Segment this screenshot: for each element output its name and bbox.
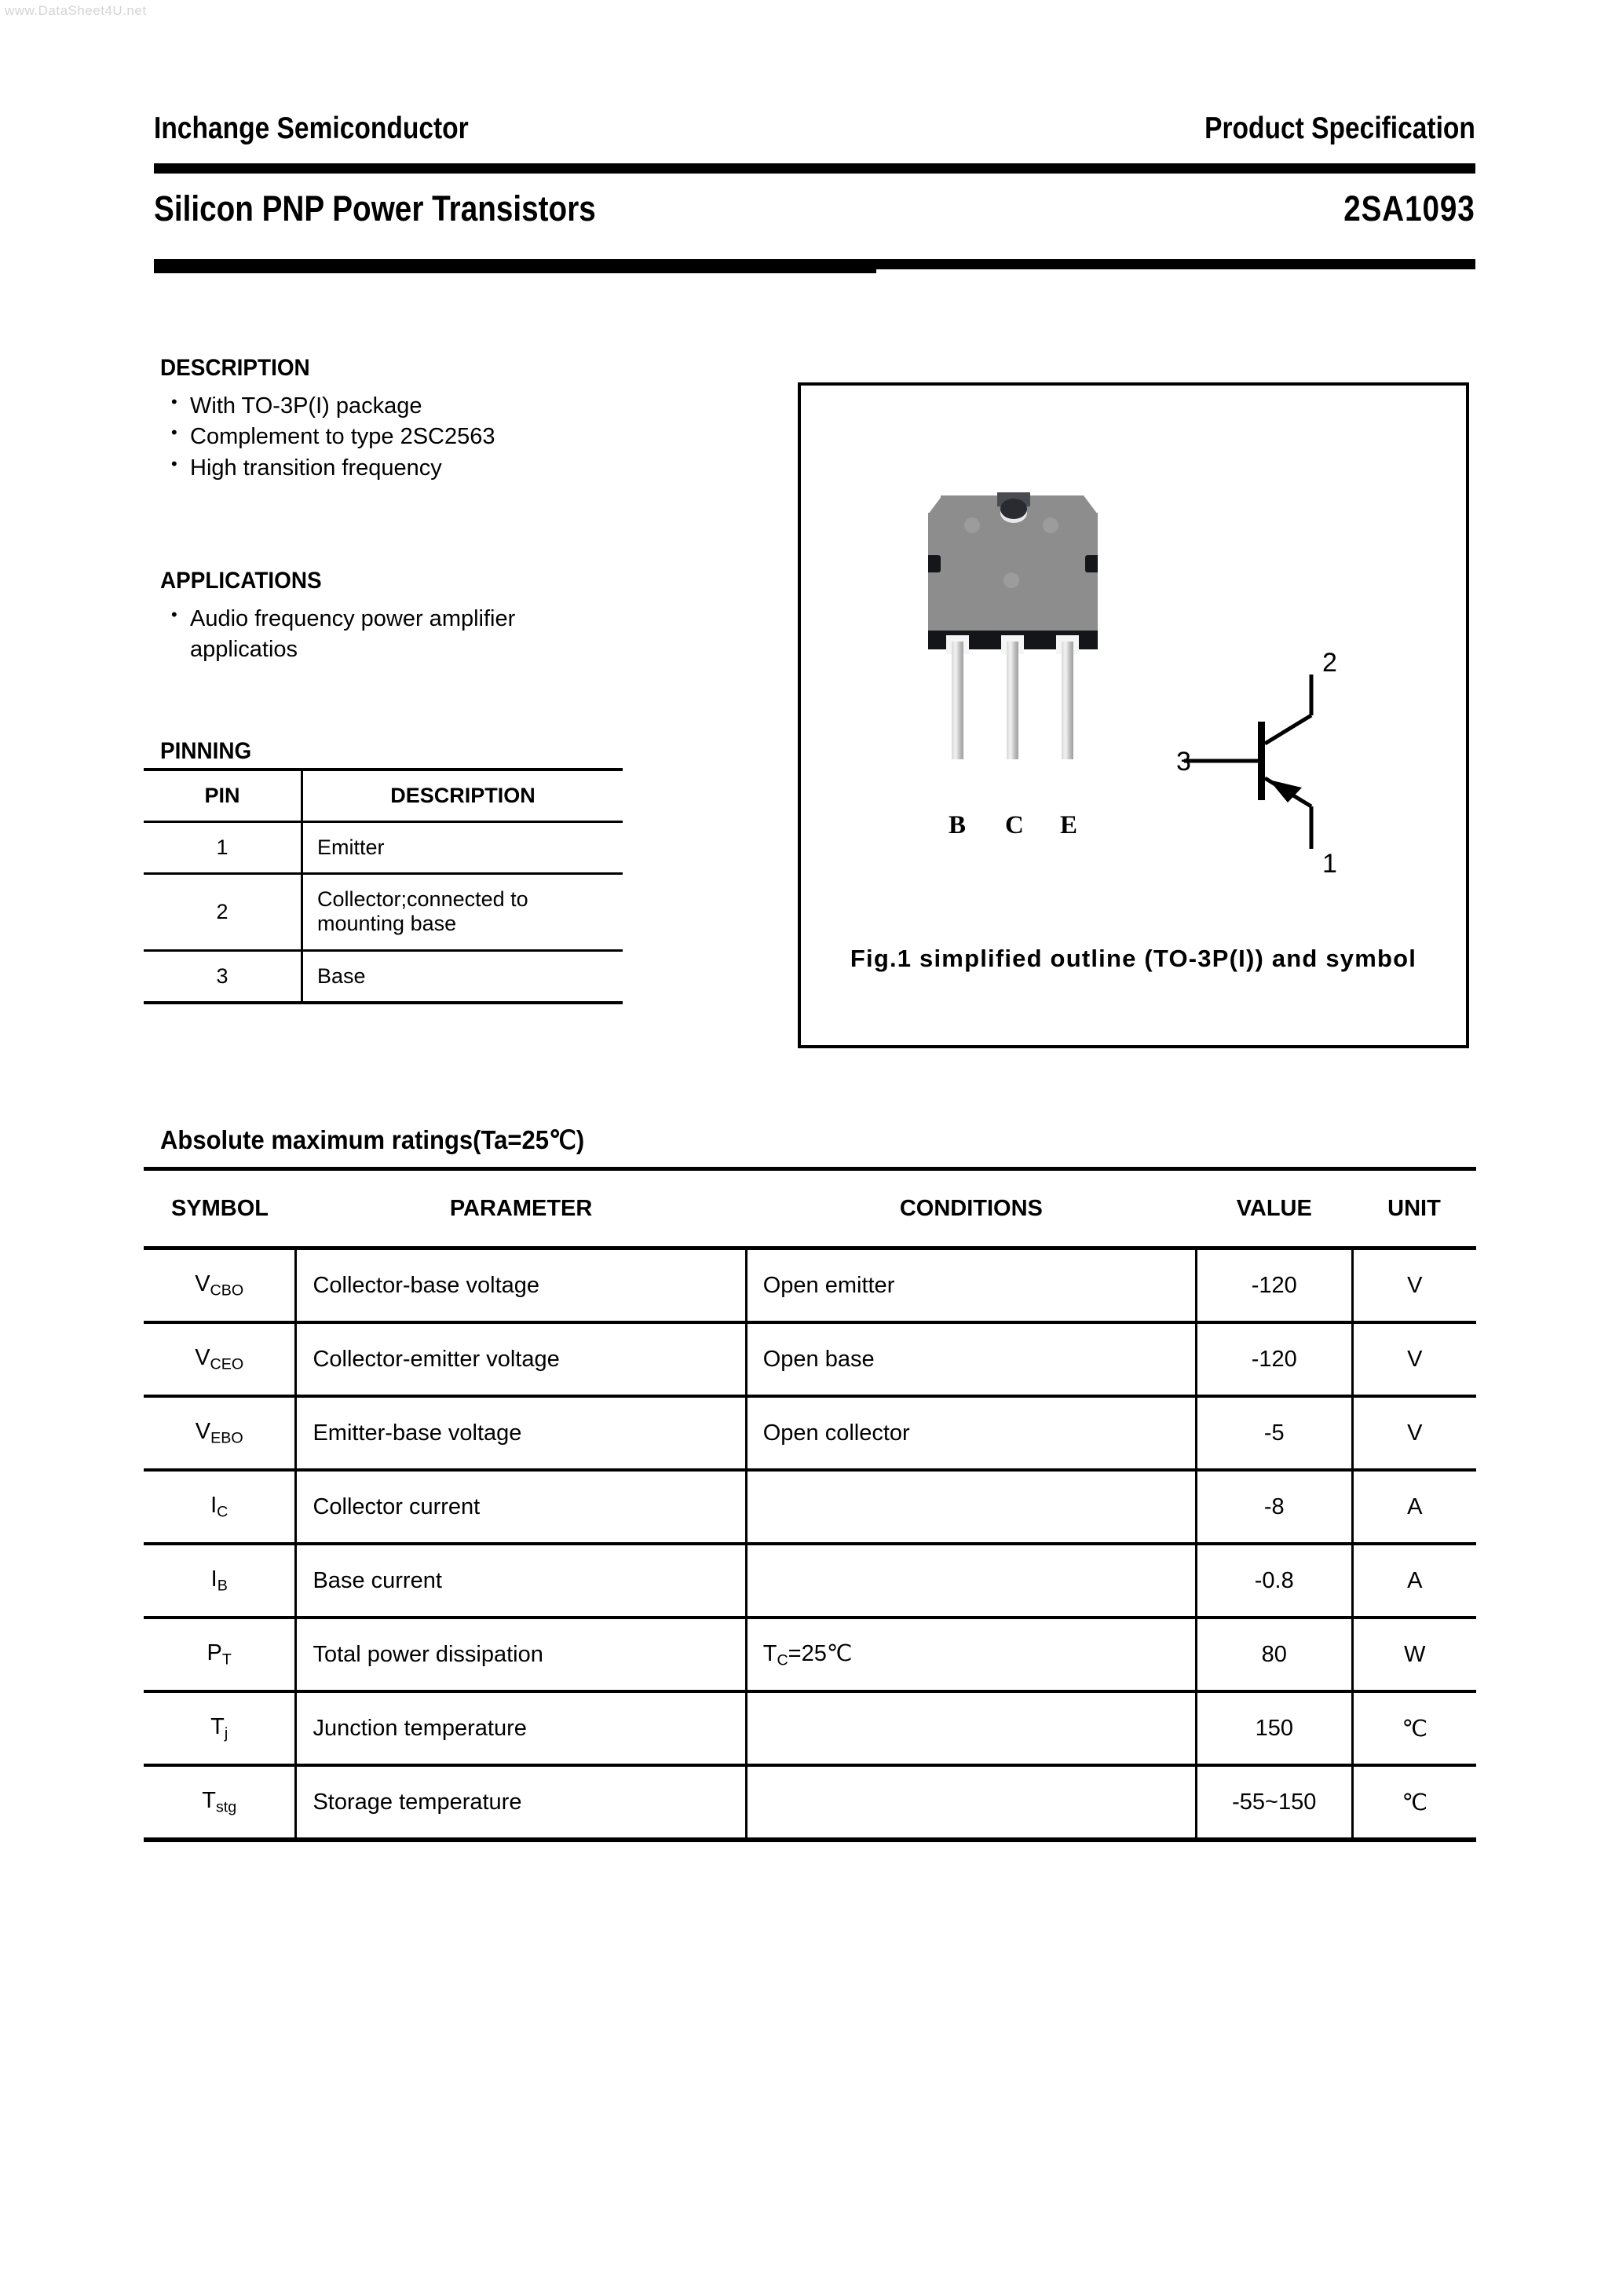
pin-description [302,874,623,951]
symbol-subscript: j [224,1724,228,1742]
pin-description-line: mounting base [317,912,457,936]
table-row [144,1396,1476,1470]
rating-parameter: Collector-base voltage [296,1249,746,1323]
applications-heading: APPLICATIONS [160,568,322,594]
rating-symbol [144,1470,296,1544]
table-row [144,874,623,951]
parameter-column-header: PARAMETER [296,1169,746,1249]
package-pin-labels [919,811,1107,843]
rating-value: -55~150 [1196,1765,1352,1840]
header-rule-bottom [154,259,1475,269]
symbol-base: T [202,1787,216,1813]
list-item-continuation: applicatios [190,637,298,663]
rating-value: 80 [1196,1618,1352,1691]
pnp-transistor-symbol [1176,643,1404,879]
unit-column-header: UNIT [1352,1169,1476,1249]
rating-parameter: Collector-emitter voltage [296,1322,746,1396]
description-heading: DESCRIPTION [160,355,310,381]
company-name: Inchange Semiconductor [154,112,469,145]
pin-label-emitter: E [1060,811,1078,839]
ratings-heading: Absolute maximum ratings(Ta=25℃) [160,1125,585,1154]
rating-unit: ℃ [1352,1691,1476,1765]
rating-unit: V [1352,1249,1476,1323]
pin-number: 2 [144,874,302,951]
package-shoulder-right [1084,495,1098,514]
rating-conditions [746,1544,1196,1618]
list-item: • With TO-3P(I) package [160,391,495,422]
transistor-package-photo [919,488,1107,802]
rating-value: -5 [1196,1396,1352,1470]
symbol-base: V [195,1344,210,1370]
package-dot [1003,572,1019,588]
rating-parameter: Storage temperature [296,1765,746,1840]
value-column-header: VALUE [1196,1169,1352,1249]
rating-conditions [746,1618,1196,1691]
pin-column-header: PIN [144,770,302,822]
condition-subscript: C [777,1651,788,1669]
symbol-subscript: T [221,1651,232,1669]
rating-symbol [144,1765,296,1840]
title-row [154,188,1475,229]
description-column-header: DESCRIPTION [302,770,623,822]
page-title: Silicon PNP Power Transistors [154,188,596,229]
rating-unit: V [1352,1322,1476,1396]
rating-conditions [746,1765,1196,1840]
rating-value: 150 [1196,1691,1352,1765]
description-list [160,391,495,484]
rating-symbol [144,1249,296,1323]
condition-rest: =25℃ [788,1640,853,1666]
pinning-heading: PINNING [160,738,252,764]
symbol-base: P [207,1640,222,1665]
list-item: • Audio frequency power amplifier [160,604,515,634]
rating-conditions [746,1470,1196,1544]
symbol-subscript: stg [215,1798,237,1816]
symbol-subscript: B [217,1577,228,1595]
absolute-maximum-ratings-table [144,1167,1476,1842]
symbol-base: V [195,1270,210,1296]
pin-number: 3 [144,950,302,1003]
symbol-base-bar [1258,722,1265,800]
symbol-subscript: EBO [210,1429,243,1447]
rating-symbol [144,1691,296,1765]
figure-box [798,382,1469,1048]
rating-parameter: Base current [296,1544,746,1618]
symbol-subscript: CBO [210,1281,244,1300]
rating-value: -0.8 [1196,1544,1352,1618]
list-item: • Complement to type 2SC2563 [160,422,495,452]
table-row [144,1618,1476,1691]
rating-symbol [144,1618,296,1691]
table-row [144,1691,1476,1765]
package-notch-right [1085,555,1098,572]
figure-caption: Fig.1 simplified outline (TO-3P(I)) and symbol [850,945,1417,972]
symbol-column-header: SYMBOL [144,1169,296,1249]
rating-value: -8 [1196,1470,1352,1544]
symbol-subscript: CEO [210,1355,244,1373]
pin-label-collector: C [1005,811,1024,839]
table-row [144,1544,1476,1618]
symbol-pin-3-label: 3 [1176,747,1191,777]
rating-value: -120 [1196,1249,1352,1323]
table-row [144,1322,1476,1396]
rating-conditions: Open base [746,1322,1196,1396]
rating-unit: V [1352,1396,1476,1470]
pin-description: Base [302,950,623,1003]
rating-unit: W [1352,1618,1476,1691]
rating-conditions [746,1691,1196,1765]
package-lead [1007,642,1018,759]
document-header [154,112,1475,146]
rating-unit: A [1352,1544,1476,1618]
table-header-row [144,770,623,822]
watermark-text: www.DataSheet4U.net [5,3,147,18]
package-lead [952,642,963,759]
list-item: • High transition frequency [160,453,495,484]
table-row [144,1470,1476,1544]
package-lead [1062,642,1073,759]
table-header-row [144,1169,1476,1249]
part-number: 2SA1093 [1343,188,1475,229]
rating-conditions: Open emitter [746,1249,1196,1323]
pin-description-line: Collector;connected to [317,887,528,911]
rating-parameter: Total power dissipation [296,1618,746,1691]
package-dot [964,517,980,533]
rating-symbol [144,1544,296,1618]
table-row [144,822,623,874]
pin-number: 1 [144,822,302,874]
symbol-base: T [210,1713,225,1739]
conditions-column-header: CONDITIONS [746,1169,1196,1249]
applications-list [160,604,515,666]
symbol-collector-lead [1265,715,1311,744]
symbol-subscript: C [217,1503,228,1521]
table-row [144,1249,1476,1323]
package-side-right [1084,513,1098,635]
rating-symbol [144,1396,296,1470]
header-rule-bottom-accent [154,269,876,273]
symbol-base: I [210,1492,217,1518]
rating-parameter: Emitter-base voltage [296,1396,746,1470]
pin-label-base: B [949,811,967,839]
pinning-table [144,768,623,1004]
header-rule-top [154,163,1475,174]
table-row [144,1765,1476,1840]
rating-value: -120 [1196,1322,1352,1396]
package-mounting-hole [1000,499,1027,519]
rating-unit: A [1352,1470,1476,1544]
rating-unit: ℃ [1352,1765,1476,1840]
table-row [144,950,623,1003]
symbol-base: I [210,1566,217,1592]
rating-parameter: Junction temperature [296,1691,746,1765]
rating-symbol [144,1322,296,1396]
rating-conditions: Open collector [746,1396,1196,1470]
symbol-base: V [195,1418,211,1444]
pin-description: Emitter [302,822,623,874]
symbol-pin-2-label: 2 [1322,648,1337,678]
condition-base: T [762,1640,777,1666]
package-notch-left [928,555,941,572]
rating-parameter: Collector current [296,1470,746,1544]
symbol-pin-1-label: 1 [1322,849,1337,879]
package-dot [1043,517,1058,533]
document-type: Product Specification [1204,112,1475,145]
